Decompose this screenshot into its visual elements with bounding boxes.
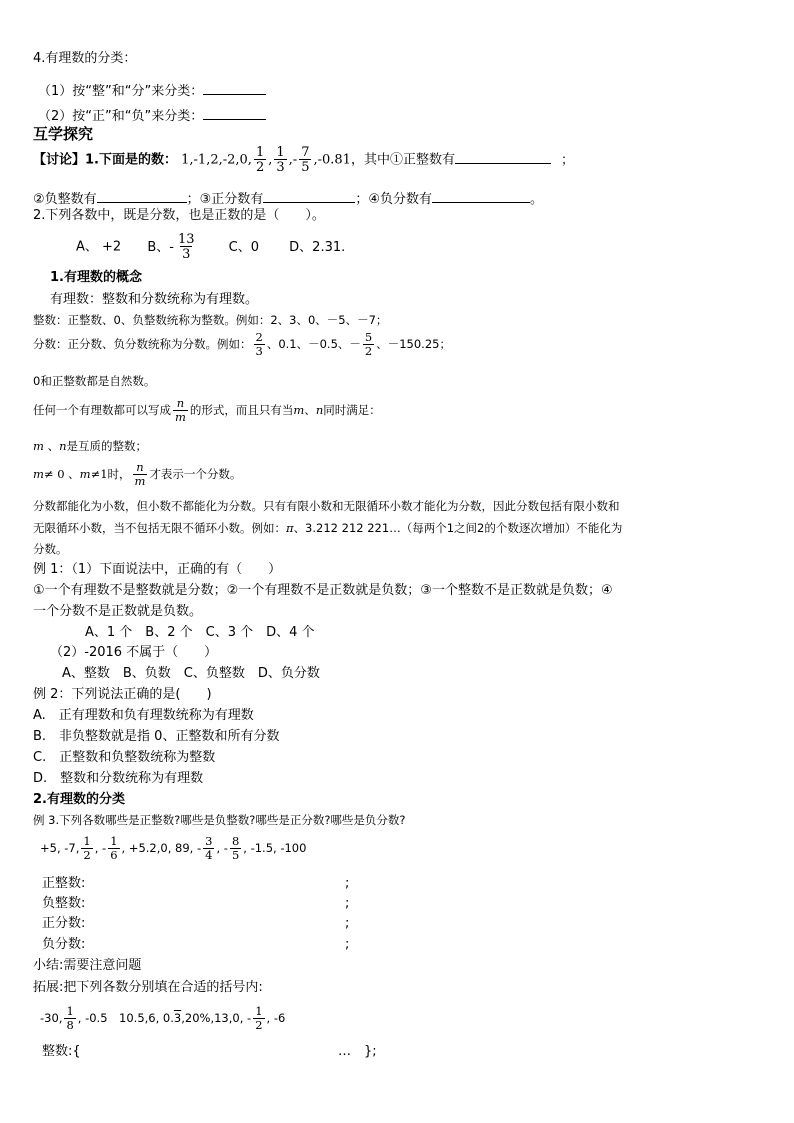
label-negative-fractions: 负分数: (42, 937, 86, 952)
fraction: $\frac{2}{3}$ (255, 330, 263, 358)
answer-blank[interactable] (263, 188, 355, 203)
ex1-options[interactable]: A、1 个 B、2 个 C、3 个 D、4 个 (85, 625, 315, 640)
fraction: $\frac{13}{3}$ (177, 232, 195, 262)
fraction: $\frac{n}{m}$ (134, 460, 146, 488)
ex2-option-b[interactable]: B. 非负整数就是指 0、正整数和所有分数 (33, 729, 280, 744)
discussion-q2: 2.下列各数中，既是分数，也是正数的是（ ）。 (33, 208, 325, 223)
answer-blank[interactable] (455, 149, 551, 164)
answer-blank[interactable] (432, 188, 530, 203)
semicolon: ; (345, 876, 350, 891)
concept-integers: 整数：正整数、0、负整数统称为整数。例如：2、3、0、－5、－7； (33, 313, 388, 327)
fraction: $\frac{1}{8}$ (66, 1004, 74, 1032)
concept-para-line1: 分数都能化为小数，但小数不都能化为分数。只有有限小数和无限循环小数才能化为分数，因此分数包括有限小数和 (33, 499, 620, 513)
label-negative-integers: 负整数: (42, 896, 86, 911)
integer-set-open: 整数:{ (42, 1044, 81, 1059)
sec4-item1: （1）按“整”和“分”来分类： (38, 80, 266, 100)
concept-heading: 1.有理数的概念 (50, 270, 142, 285)
fraction: $\frac{1}{3}$ (276, 145, 285, 175)
extension-numbers: -30, $\frac{1}{8}$ , -0.5 10.5,6, 0.3,20%,13,0, - $\frac{1}{2}$ , -6 (40, 1004, 286, 1032)
semicolon: ; (345, 937, 350, 952)
sec4-title: 4.有理数的分类： (33, 51, 137, 66)
label-positive-fractions: 正分数: (42, 916, 86, 931)
fraction: $\frac{3}{4}$ (205, 834, 213, 862)
answer-blank[interactable] (97, 188, 187, 203)
concept-coprime: m 、n是互质的整数； (33, 439, 147, 453)
integer-set-close: … }; (338, 1044, 377, 1059)
semicolon: ; (345, 896, 350, 911)
sec4-item2: （2）按“正”和“负”来分类： (38, 105, 266, 125)
fraction: $\frac{1}{2}$ (83, 834, 91, 862)
concept-definition: 有理数：整数和分数统称为有理数。 (50, 292, 259, 307)
classification-heading: 2.有理数的分类 (33, 792, 125, 807)
ex1-question: 例 1：（1）下面说法中，正确的有（ ） (33, 562, 282, 577)
fraction: $\frac{8}{5}$ (231, 834, 240, 862)
ex2-option-d[interactable]: D. 整数和分数统称为有理数 (33, 771, 204, 786)
fraction: $\frac{1}{6}$ (110, 834, 118, 862)
concept-fractions: 分数：正分数、负分数统称为分数。例如： $\frac{2}{3}$ 、0.1、－0.5、－ $\frac{5}{2}$ 、－150.25； (33, 330, 451, 358)
section-heading-huxue: 互学探究 (33, 125, 94, 143)
ex2-option-a[interactable]: A. 正有理数和负有理数统称为有理数 (33, 708, 254, 723)
ex1-statements-line2: 一个分数不是正数就是负数。 (33, 604, 203, 619)
answer-blank[interactable] (203, 105, 266, 120)
discussion-q1: 【讨论】1.下面是的数： 1,-1,2,-2,0, $\frac{1}{2}$ , $\frac{1}{3}$ ,- $\frac{7}{5}$ ,-0.81，其中①正整数有 ； (33, 145, 574, 175)
concept-para-line3: 分数。 (33, 542, 68, 556)
discussion-q2-options (76, 233, 345, 261)
discussion-q1-cont: ②负整数有 ；③正分数有 ；④负分数有 。 (33, 188, 543, 208)
concept-natural: 0和正整数都是自然数。 (33, 374, 156, 388)
summary-line: 小结:需要注意问题 (33, 958, 142, 973)
concept-condition: m≠ 0 、m≠1时， $\frac{n}{m}$ 才表示一个分数。 (33, 460, 242, 488)
repeating-digit: 3 (173, 1011, 182, 1025)
answer-blank[interactable] (203, 80, 266, 95)
option-a[interactable]: A、 +2 (76, 239, 122, 255)
fraction: $\frac{7}{5}$ (301, 145, 310, 175)
ex3-question: 例 3.下列各数哪些是正整数?哪些是负整数?哪些是正分数?哪些是负分数? (33, 813, 406, 827)
fraction: $\frac{1}{2}$ (255, 1004, 263, 1032)
extension-instruction: 拓展:把下列各数分别填在合适的括号内: (33, 980, 263, 995)
ex1-options2[interactable]: A、整数 B、负数 C、负整数 D、负分数 (62, 666, 320, 681)
ex1-question2: （2）-2016 不属于（ ） (50, 645, 218, 660)
ex2-option-c[interactable]: C. 正整数和负整数统称为整数 (33, 750, 216, 765)
concept-para-line2: 无限循环小数，当不包括无限不循环小数。例如：π、3.212 212 221…（每两个1之间2的个数逐次增加）不能化为 (33, 521, 623, 535)
ex2-question: 例 2：下列说法正确的是( ) (33, 687, 212, 702)
semicolon: ; (345, 916, 350, 931)
option-b[interactable]: B、- $\frac{13}{3}$ (147, 232, 195, 262)
fraction: $\frac{1}{2}$ (255, 145, 265, 175)
fraction: $\frac{n}{m}$ (175, 396, 186, 424)
concept-form: 任何一个有理数都可以写成 $\frac{n}{m}$ 的形式，而且只有当m、n同时满足： (33, 396, 381, 424)
label-positive-integers: 正整数: (42, 876, 86, 891)
option-c[interactable]: C、0 (228, 239, 260, 255)
fraction: $\frac{5}{2}$ (364, 330, 373, 358)
ex1-statements-line1: ①一个有理数不是整数就是分数；②一个有理数不是正数就是负数；③一个整数不是正数就是负数；④ (33, 583, 613, 598)
option-d[interactable]: D、2.31. (289, 239, 346, 255)
ex3-numbers: +5, -7, $\frac{1}{2}$ , - $\frac{1}{6}$ , +5.2,0, 89, - $\frac{3}{4}$ , - $\frac{8}{5}$ , -1.5, -100 (40, 834, 307, 862)
